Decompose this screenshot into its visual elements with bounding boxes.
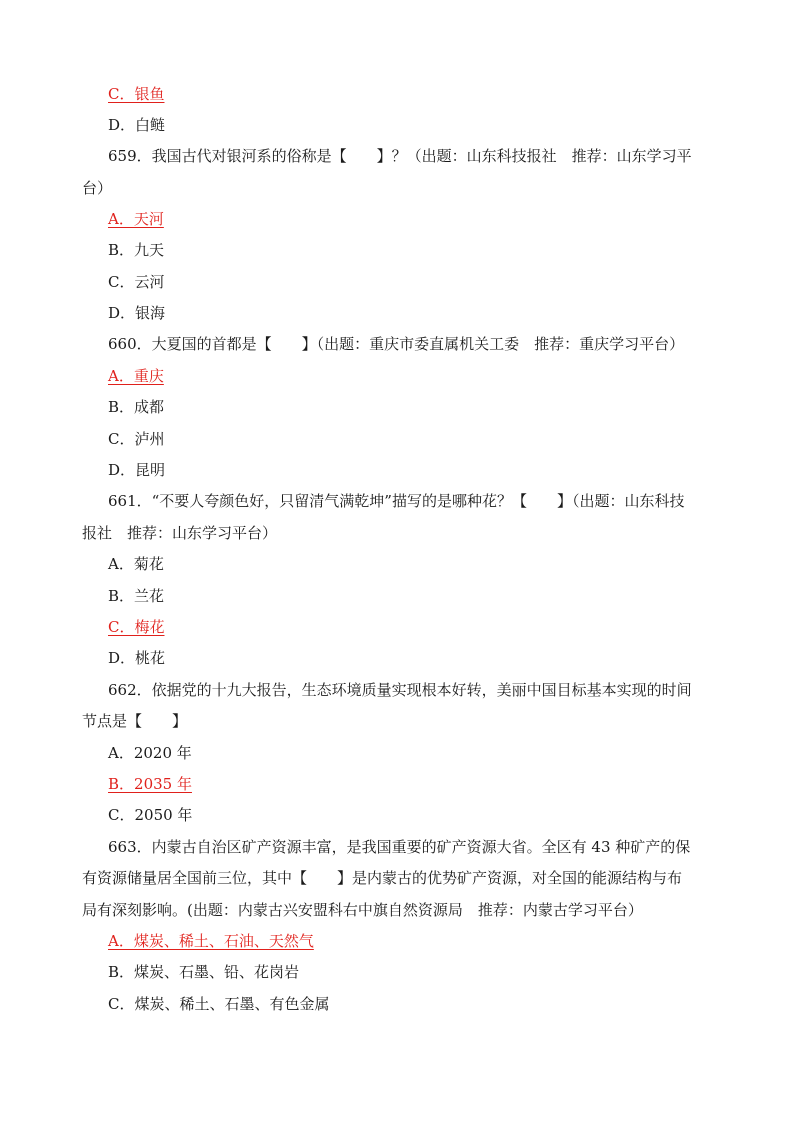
question-661: 661．“不要人夸颜色好，只留清气满乾坤”描写的是哪种花？【 】（出题：山东科技 <box>108 492 685 510</box>
answer-option-a-659: A．天河 <box>108 210 164 228</box>
question-662: 662．依据党的十九大报告，生态环境质量实现根本好转，美丽中国目标基本实现的时间 <box>108 681 692 699</box>
answer-option-b-662: B．2035 年 <box>108 775 192 793</box>
option-c-659: C．云河 <box>108 273 165 291</box>
option-b-663: B．煤炭、石墨、铅、花岗岩 <box>108 963 300 981</box>
option-b-659: B．九天 <box>108 241 165 259</box>
option-d-661: D．桃花 <box>108 649 166 667</box>
question-660: 660．大夏国的首都是【 】（出题：重庆市委直属机关工委 推荐：重庆学习平台） <box>108 335 685 353</box>
option-a-662: A．2020 年 <box>108 744 192 762</box>
question-659: 659．我国古代对银河系的俗称是【 】？（出题：山东科技报社 推荐：山东学习平 <box>108 147 692 165</box>
question-662-continued: 节点是【 】 <box>82 712 188 730</box>
option-c-663: C．煤炭、稀土、石墨、有色金属 <box>108 995 330 1013</box>
question-663-continued-2: 局有深刻影响。(出题：内蒙古兴安盟科右中旗自然资源局 推荐：内蒙古学习平台） <box>82 901 643 919</box>
answer-option-c-658: C．银鱼 <box>108 85 165 103</box>
option-d-659: D．银海 <box>108 304 166 322</box>
answer-option-c-661: C．梅花 <box>108 618 165 636</box>
option-a-661: A．菊花 <box>108 555 164 573</box>
question-663: 663．内蒙古自治区矿产资源丰富，是我国重要的矿产资源大省。全区有 43 种矿产的保 <box>108 838 691 856</box>
option-d-658: D．白鲢 <box>108 116 166 134</box>
option-b-661: B．兰花 <box>108 587 165 605</box>
option-d-660: D．昆明 <box>108 461 166 479</box>
answer-option-a-663: A．煤炭、稀土、石油、天然气 <box>108 932 314 950</box>
answer-option-a-660: A．重庆 <box>108 367 164 385</box>
question-659-continued: 台） <box>82 179 113 197</box>
question-663-continued-1: 有资源储量居全国前三位，其中【 】是内蒙古的优势矿产资源，对全国的能源结构与布 <box>82 869 683 887</box>
question-661-continued: 报社 推荐：山东学习平台） <box>82 524 278 542</box>
option-c-660: C．泸州 <box>108 430 165 448</box>
option-c-662: C．2050 年 <box>108 806 193 824</box>
option-b-660: B．成都 <box>108 398 165 416</box>
